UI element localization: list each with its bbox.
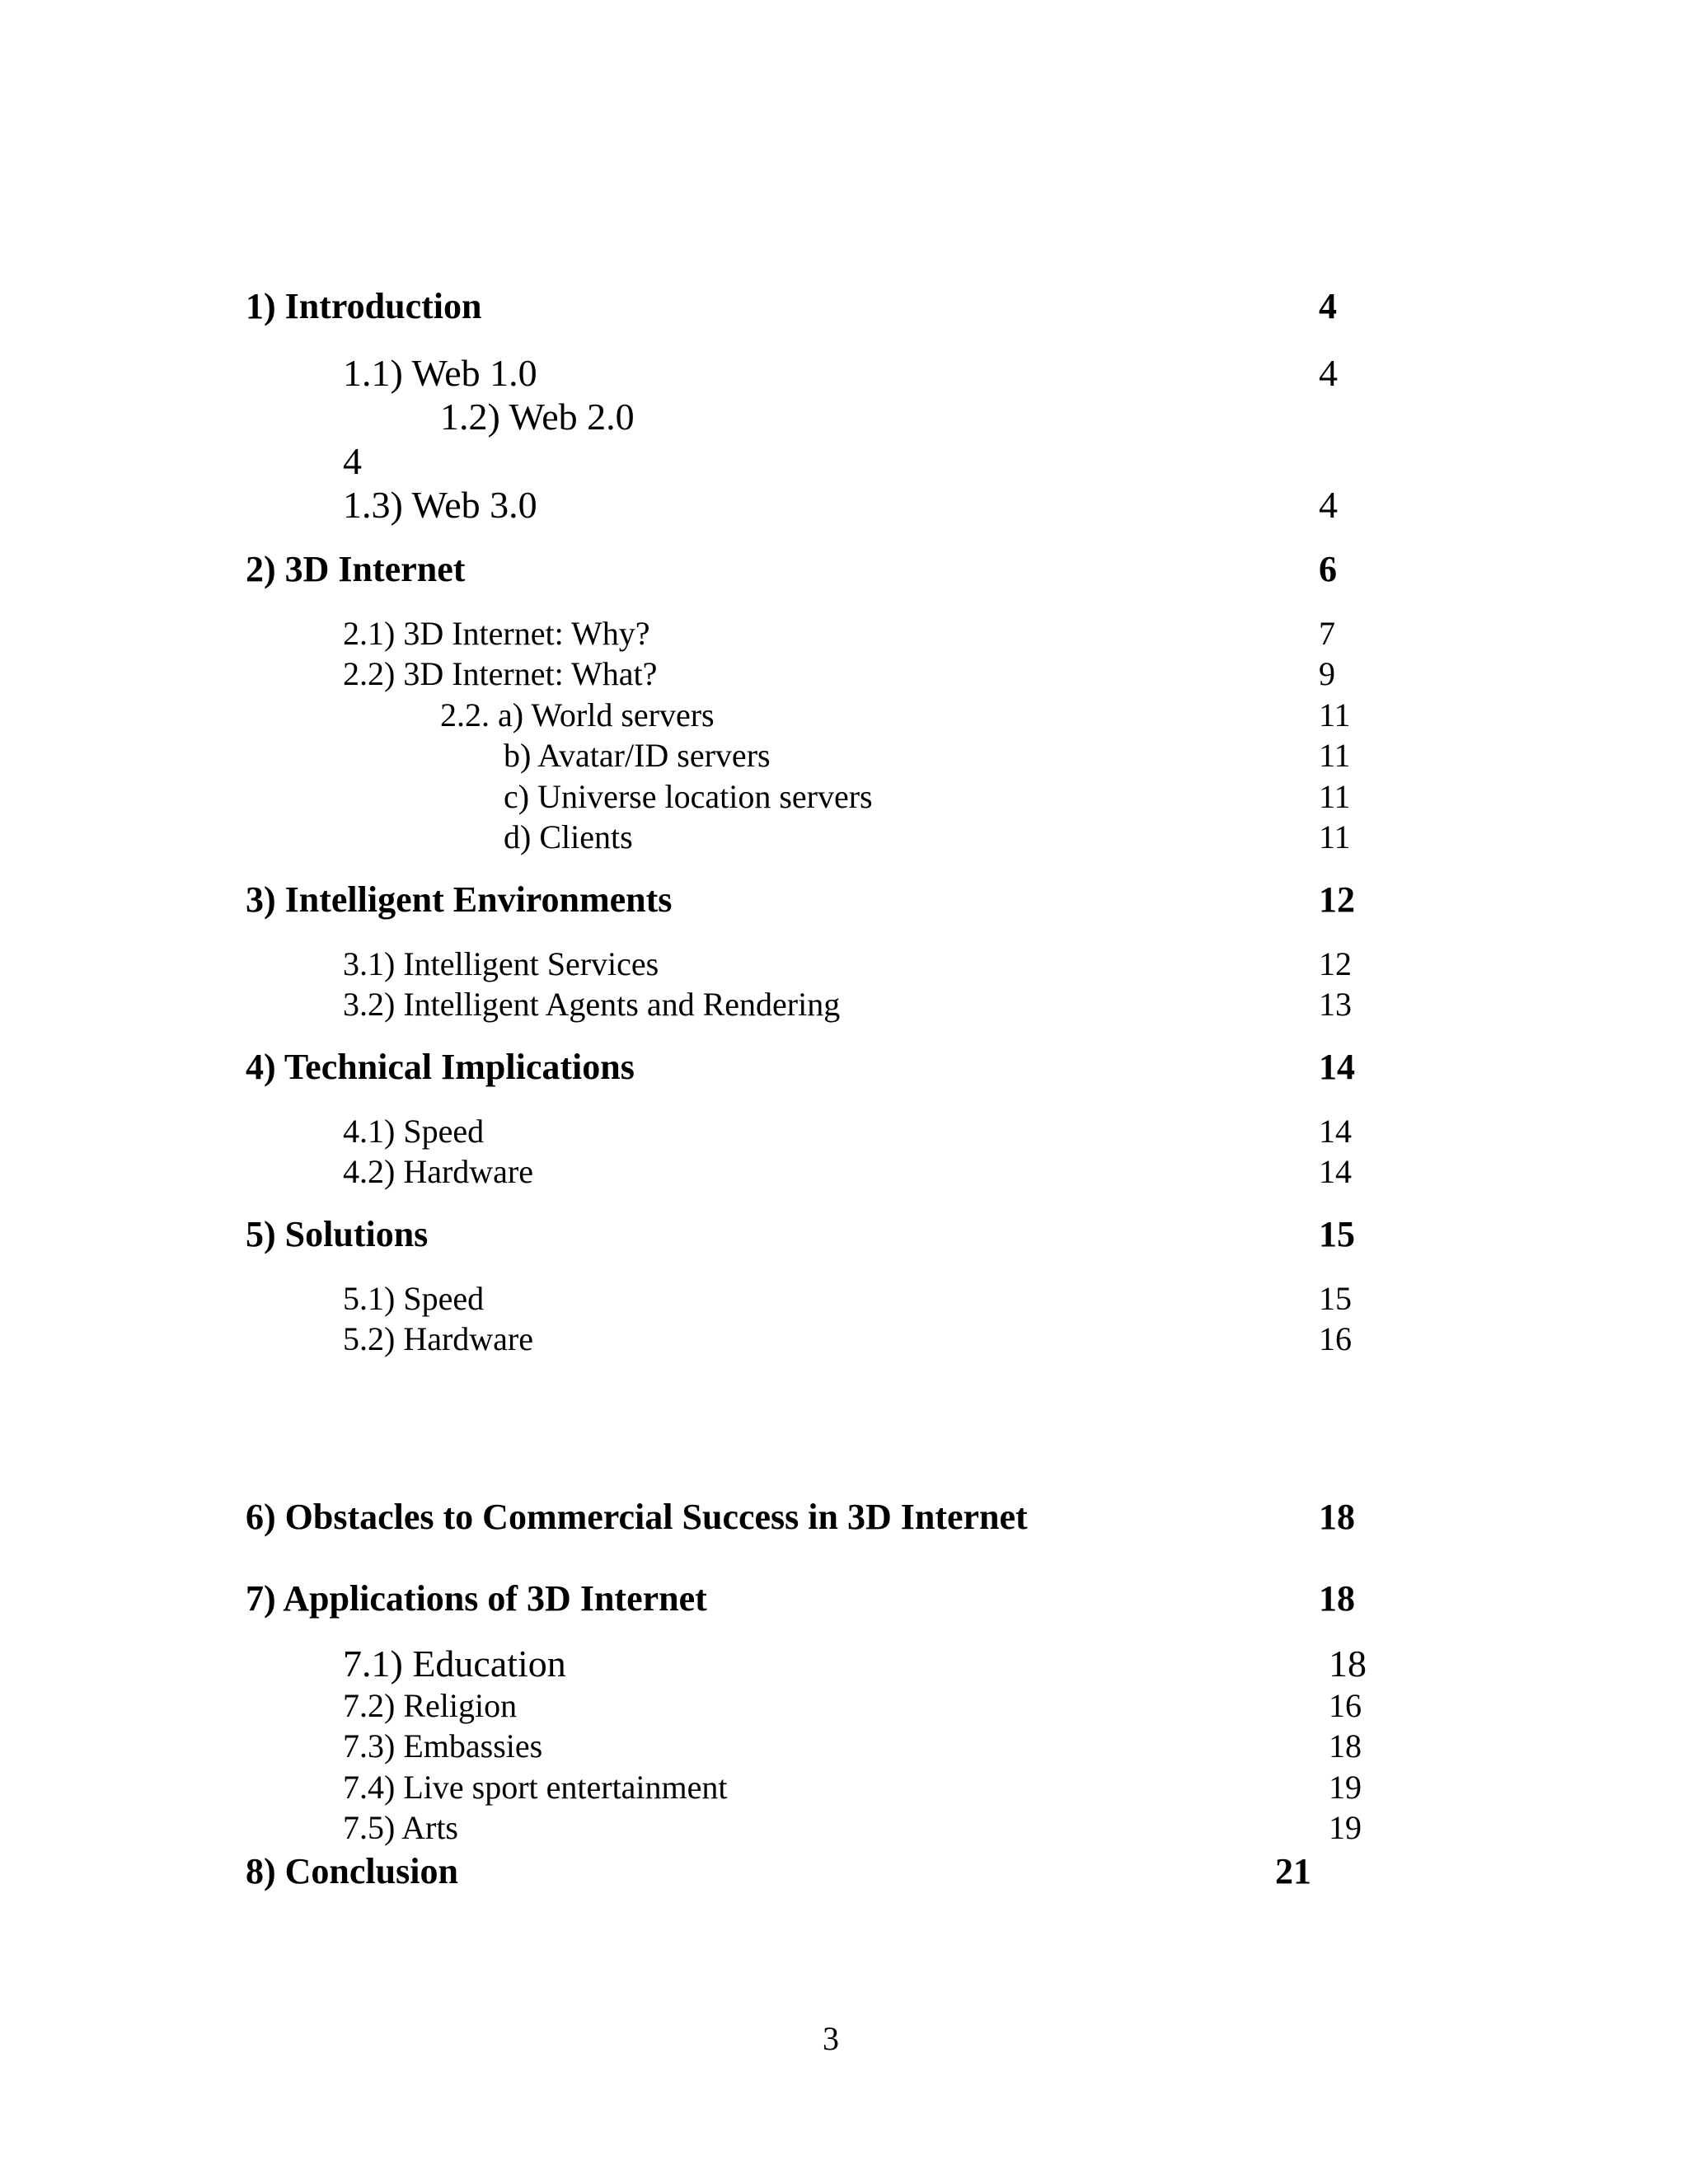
toc-page-number: 14 bbox=[1319, 1113, 1352, 1150]
toc-heading: 2) 3D Internet bbox=[246, 549, 466, 589]
toc-subentry: 2.2. a) World servers bbox=[440, 696, 715, 733]
toc-page-number: 14 bbox=[1319, 1153, 1352, 1190]
toc-subentry: 4.1) Speed bbox=[343, 1113, 485, 1150]
toc-subentry: 7.5) Arts bbox=[343, 1809, 458, 1846]
toc-page-number: 19 bbox=[1329, 1769, 1362, 1806]
toc-page-number: 18 bbox=[1319, 1497, 1355, 1537]
toc-subentry: 3.1) Intelligent Services bbox=[343, 945, 659, 982]
toc-subentry: 5.1) Speed bbox=[343, 1280, 485, 1317]
toc-page-number: 6 bbox=[1319, 549, 1337, 589]
toc-page-number: 19 bbox=[1329, 1809, 1362, 1846]
toc-page-number: 14 bbox=[1319, 1047, 1355, 1087]
toc-heading: 6) Obstacles to Commercial Success in 3D Internet bbox=[246, 1497, 1028, 1537]
toc-subentry: 7.4) Live sport entertainment bbox=[343, 1769, 728, 1806]
toc-page-number: 9 bbox=[1319, 655, 1335, 692]
toc-page-number: 21 bbox=[1275, 1851, 1311, 1891]
toc-subentry: 3.2) Intelligent Agents and Rendering bbox=[343, 986, 841, 1023]
toc-page-number: 11 bbox=[1319, 737, 1351, 774]
toc-heading: 8) Conclusion bbox=[246, 1851, 458, 1891]
toc-subentry: 1.1) Web 1.0 bbox=[343, 352, 537, 394]
toc-heading: 4) Technical Implications bbox=[246, 1047, 635, 1087]
toc-subentry: 7.2) Religion bbox=[343, 1687, 518, 1724]
toc-page-number: 12 bbox=[1319, 879, 1355, 920]
toc-subentry: 1.3) Web 3.0 bbox=[343, 484, 537, 526]
toc-page-number: 4 bbox=[1319, 484, 1338, 526]
toc-page-number: 4 bbox=[1319, 352, 1338, 394]
toc-page-number: 11 bbox=[1319, 818, 1351, 855]
toc-page-number: 11 bbox=[1319, 778, 1351, 815]
toc-subentry: 1.2) Web 2.0 bbox=[440, 396, 635, 438]
toc-heading: 5) Solutions bbox=[246, 1214, 429, 1254]
toc-page-number: 16 bbox=[1319, 1320, 1352, 1357]
toc-page-number: 18 bbox=[1329, 1643, 1367, 1685]
toc-heading: 1) Introduction bbox=[246, 286, 482, 326]
toc-page-number: 16 bbox=[1329, 1687, 1362, 1724]
toc-page-number: 4 bbox=[343, 440, 362, 482]
toc-heading: 7) Applications of 3D Internet bbox=[246, 1578, 707, 1619]
toc-page-number: 18 bbox=[1319, 1578, 1355, 1619]
toc-heading: 3) Intelligent Environments bbox=[246, 879, 673, 920]
toc-page-number: 18 bbox=[1329, 1727, 1362, 1765]
toc-subentry: b) Avatar/ID servers bbox=[504, 737, 771, 774]
toc-page-number: 11 bbox=[1319, 696, 1351, 733]
toc-page-number: 13 bbox=[1319, 986, 1352, 1023]
toc-page-number: 12 bbox=[1319, 945, 1352, 982]
toc-page-number: 4 bbox=[1319, 286, 1337, 326]
toc-page-number: 15 bbox=[1319, 1214, 1355, 1254]
page-number: 3 bbox=[823, 2020, 839, 2057]
toc-page-number: 15 bbox=[1319, 1280, 1352, 1317]
toc-subentry: d) Clients bbox=[504, 818, 633, 855]
toc-subentry: 5.2) Hardware bbox=[343, 1320, 533, 1357]
toc-subentry: 7.1) Education bbox=[343, 1643, 566, 1685]
toc-subentry: 7.3) Embassies bbox=[343, 1727, 543, 1765]
toc-subentry: 4.2) Hardware bbox=[343, 1153, 533, 1190]
toc-subentry: 2.1) 3D Internet: Why? bbox=[343, 615, 650, 652]
toc-subentry: 2.2) 3D Internet: What? bbox=[343, 655, 658, 692]
toc-page-number: 7 bbox=[1319, 615, 1335, 652]
toc-subentry: c) Universe location servers bbox=[504, 778, 873, 815]
